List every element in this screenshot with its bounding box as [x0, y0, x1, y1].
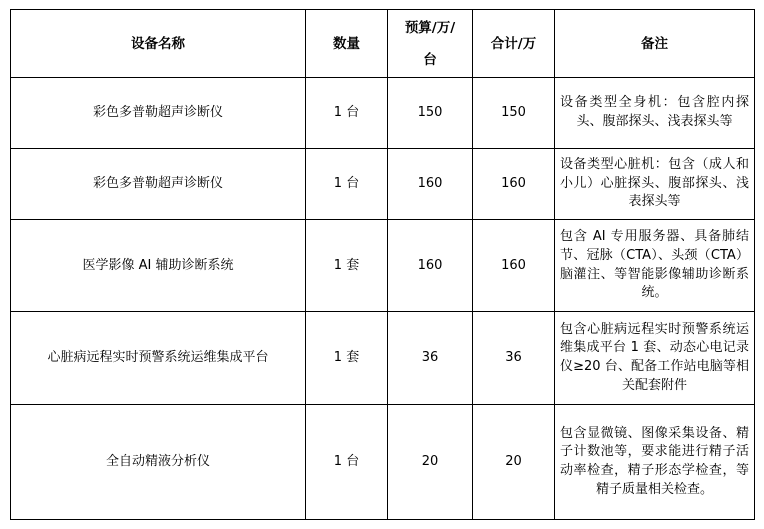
table-row	[11, 78, 755, 149]
total-cell: 36	[473, 312, 555, 405]
quantity-cell: 1 台	[306, 405, 388, 520]
header-note: 备注	[555, 10, 755, 78]
total-cell: 160	[473, 149, 555, 220]
quantity-cell: 1 套	[306, 312, 388, 405]
note-cell: 设备类型心脏机：包含（成人和小儿）心脏探头、腹部探头、浅表探头等	[555, 149, 755, 220]
header-equipment-name: 设备名称	[11, 10, 306, 78]
budget-cell: 160	[388, 149, 473, 220]
table-row	[11, 220, 755, 312]
table-row	[11, 405, 755, 520]
total-cell: 160	[473, 220, 555, 312]
quantity-cell: 1 台	[306, 149, 388, 220]
quantity-cell: 1 台	[306, 78, 388, 149]
header-quantity: 数量	[306, 10, 388, 78]
total-cell: 20	[473, 405, 555, 520]
table-row	[11, 312, 755, 405]
total-cell: 150	[473, 78, 555, 149]
equipment-name-cell: 医学影像 AI 辅助诊断系统	[11, 220, 306, 312]
equipment-name-cell: 彩色多普勒超声诊断仪	[11, 149, 306, 220]
equipment-name-cell: 全自动精液分析仪	[11, 405, 306, 520]
note-cell: 包含心脏病远程实时预警系统运维集成平台 1 套、动态心电记录仪≥20 台、配备工作站电脑等相关配套附件	[555, 312, 755, 405]
header-budget-line1: 预算/万/	[404, 19, 456, 36]
header-budget	[388, 10, 473, 78]
budget-cell: 36	[388, 312, 473, 405]
header-row	[11, 10, 755, 78]
table-row	[11, 149, 755, 220]
note-cell: 包含 AI 专用服务器、具备肺结节、冠脉（CTA）、头颈（CTA）脑灌注、等智能影像辅助诊断系统。	[555, 220, 755, 312]
budget-cell: 20	[388, 405, 473, 520]
header-total: 合计/万	[473, 10, 555, 78]
budget-cell: 160	[388, 220, 473, 312]
header-budget-line2: 台	[423, 51, 437, 68]
equipment-name-cell: 彩色多普勒超声诊断仪	[11, 78, 306, 149]
budget-cell: 150	[388, 78, 473, 149]
note-cell: 包含显微镜、图像采集设备、精子计数池等，要求能进行精子活动率检查，精子形态学检查，等精子质量相关检查。	[555, 405, 755, 520]
equipment-table	[10, 9, 755, 520]
note-cell: 设备类型全身机：包含腔内探头、腹部探头、浅表探头等	[555, 78, 755, 149]
quantity-cell: 1 套	[306, 220, 388, 312]
equipment-name-cell: 心脏病远程实时预警系统运维集成平台	[11, 312, 306, 405]
